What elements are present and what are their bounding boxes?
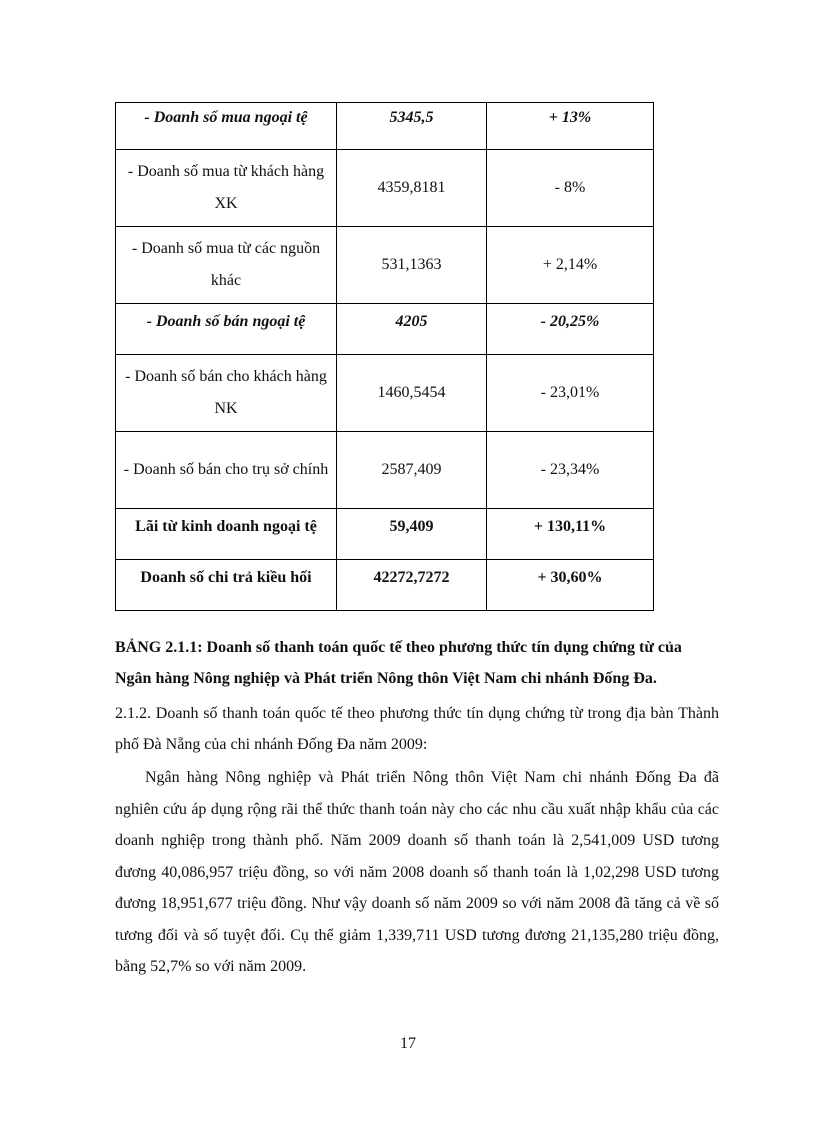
row-label: - Doanh số mua ngoại tệ: [116, 103, 337, 150]
section-heading: 2.1.2. Doanh số thanh toán quốc tế theo phương thức tín dụng chứng từ trong địa bàn Thành phố Đà Nẵng của chi nhánh Đống Đa năm 2009:: [115, 705, 719, 753]
row-change: + 130,11%: [487, 509, 654, 560]
row-value: 59,409: [337, 509, 487, 560]
row-value: 5345,5: [337, 103, 487, 150]
row-label: - Doanh số bán cho trụ sở chính: [116, 432, 337, 509]
row-value: 4205: [337, 304, 487, 355]
body-paragraph: Ngân hàng Nông nghiệp và Phát triển Nông thôn Việt Nam chi nhánh Đống Đa đã nghiên cứu áp dụng rộng rãi thể thức thanh toán này cho các nhu cầu xuất nhập khẩu của các doanh nghiệp trong thành phố. Năm 2009 doanh số thanh toán là 2,541,009 USD tương đương 40,086,957 triệu đồng, so với năm 2008 doanh số thanh toán là 1,02,298 USD tương đương 18,951,677 triệu đồng. Như vậy doanh số năm 2009 so với năm 2008 đã tăng cả về số tương đối và số tuyệt đối. Cụ thể giảm 1,339,711 USD tương đương 21,135,280 triệu đồng, bằng 52,7% so với năm 2009.: [115, 769, 719, 975]
row-value: 42272,7272: [337, 560, 487, 611]
row-label: Doanh số chi trả kiều hối: [116, 560, 337, 611]
row-value: 1460,5454: [337, 355, 487, 432]
row-change: + 2,14%: [487, 227, 654, 304]
row-label: - Doanh số bán ngoại tệ: [116, 304, 337, 355]
row-label: Lãi từ kinh doanh ngoại tệ: [116, 509, 337, 560]
table-caption: [115, 632, 719, 694]
row-value: 2587,409: [337, 432, 487, 509]
table-row: [116, 227, 654, 304]
row-value: 4359,8181: [337, 150, 487, 227]
row-label: - Doanh số bán cho khách hàng NK: [116, 355, 337, 432]
table-row: [116, 560, 654, 611]
row-change: - 23,34%: [487, 432, 654, 509]
page-number: 17: [400, 1035, 416, 1052]
table-row: [116, 103, 654, 150]
foreign-currency-table: [115, 102, 654, 611]
table-row: [116, 304, 654, 355]
row-change: - 20,25%: [487, 304, 654, 355]
caption-line-1: BẢNG 2.1.1: Doanh số thanh toán quốc tế theo phương thức tín dụng chứng từ của: [115, 639, 682, 656]
table-row: [116, 509, 654, 560]
table-row: [116, 355, 654, 432]
table-row: [116, 432, 654, 509]
row-change: + 13%: [487, 103, 654, 150]
row-label: - Doanh số mua từ các nguồn khác: [116, 227, 337, 304]
row-value: 531,1363: [337, 227, 487, 304]
row-change: + 30,60%: [487, 560, 654, 611]
row-change: - 23,01%: [487, 355, 654, 432]
row-change: - 8%: [487, 150, 654, 227]
caption-line-2: Ngân hàng Nông nghiệp và Phát triển Nông thôn Việt Nam chi nhánh Đống Đa.: [115, 670, 657, 687]
table-row: [116, 150, 654, 227]
row-label: - Doanh số mua từ khách hàng XK: [116, 150, 337, 227]
